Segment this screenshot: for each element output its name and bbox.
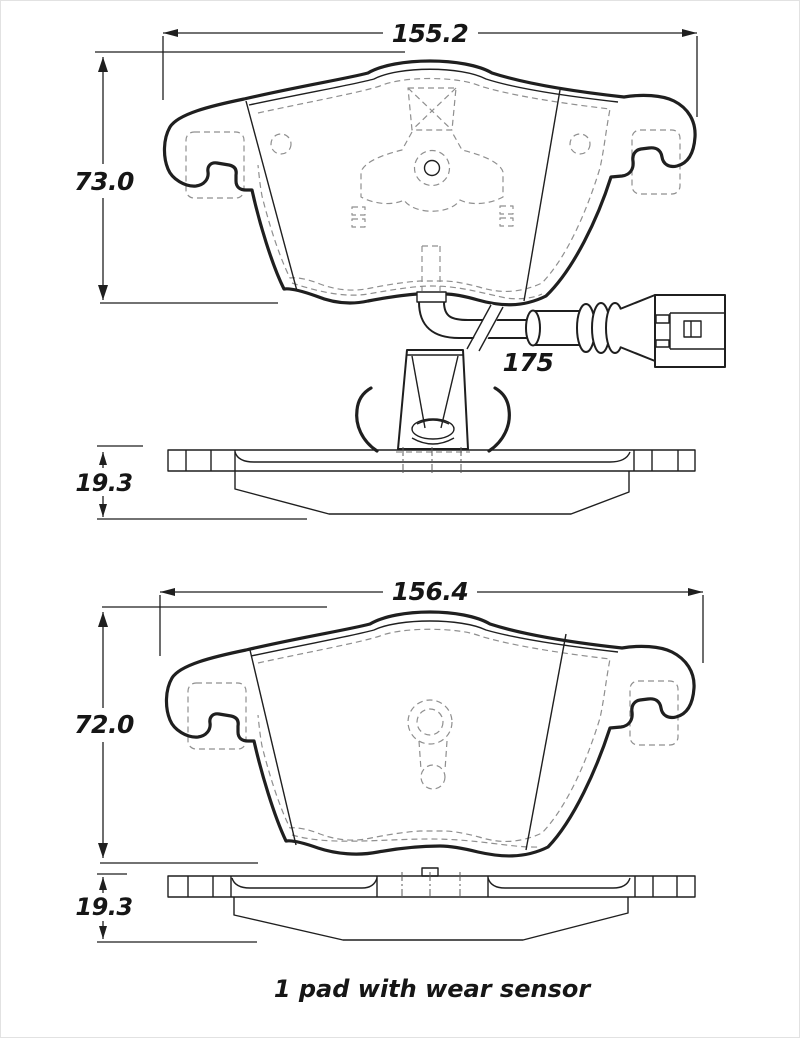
pad1-sensor-slot: [422, 246, 440, 291]
pad1-right-hole: [570, 134, 590, 154]
arrowhead-down: [99, 926, 107, 939]
pad2-right-ear-hidden-detail: [630, 681, 678, 745]
dim-pad1-height: [74, 52, 405, 303]
pad2-surface-recess-left: [232, 878, 377, 888]
pad2-keyhole: [408, 700, 452, 789]
sensor-connector: [655, 295, 725, 367]
pad2-hidden-outline: [258, 629, 610, 841]
clip-left-wing: [357, 388, 377, 451]
pad2-front-view: [166, 612, 694, 856]
arrowhead-right: [688, 588, 703, 596]
arrowhead-up: [99, 452, 107, 465]
boot-cone: [620, 295, 655, 361]
arrowhead-left: [163, 29, 178, 37]
sensor-boot-bellows: [577, 303, 624, 353]
pad2-width-label: 156.4: [391, 577, 469, 606]
sensor-ferrule: [526, 311, 540, 346]
pad2-thickness-label: 19.3: [75, 893, 133, 921]
pad1-right-ear-hidden-detail: [632, 130, 680, 194]
pad1-friction-profile: [235, 471, 629, 514]
caption: 1 pad with wear sensor: [273, 975, 591, 1003]
pad1-center-hole: [425, 161, 440, 176]
pad1-outline: [164, 61, 695, 305]
arrowhead-down: [98, 285, 108, 300]
arrowhead-up: [99, 877, 107, 890]
sensor-wire-length-label: 175: [502, 348, 554, 377]
pad2-height-label: 72.0: [74, 710, 134, 739]
arrowhead-down: [98, 843, 108, 858]
arrowhead-down: [99, 504, 107, 517]
pad1-center-hole-hidden: [415, 151, 450, 186]
pad2-friction-profile: [234, 897, 628, 940]
pad1-left-hole: [271, 134, 291, 154]
pad2-friction-right-edge: [526, 634, 566, 850]
arrowhead-up: [98, 612, 108, 627]
pad2-backing-plate-edge: [168, 876, 695, 897]
pad2-side-view: [168, 868, 695, 940]
dim-pad1-thickness: [75, 446, 307, 519]
spring-clip: [357, 350, 510, 452]
sensor-tab: [417, 292, 446, 302]
pad1-width-label: 155.2: [391, 19, 469, 48]
arrowhead-right: [682, 29, 697, 37]
pad2-outline: [166, 612, 694, 856]
pad1-side-view: [168, 447, 695, 514]
arrowhead-left: [160, 588, 175, 596]
pad1-front-view: [164, 61, 695, 305]
pad1-sensor-bracket: [352, 88, 513, 291]
break-gap: [469, 304, 503, 352]
pad1-left-ear-hidden-detail: [186, 132, 244, 198]
pad1-thickness-label: 19.3: [75, 469, 133, 497]
pad2-left-ear-hidden-detail: [188, 683, 246, 749]
pad1-friction-right-edge: [524, 90, 560, 301]
clip-right-wing: [489, 388, 509, 451]
dim-pad2-thickness: [75, 874, 257, 942]
pad1-height-label: 73.0: [74, 167, 134, 196]
arrowhead-up: [98, 57, 108, 72]
clip-body: [398, 350, 468, 449]
pad2-surface-recess-right: [488, 878, 630, 888]
